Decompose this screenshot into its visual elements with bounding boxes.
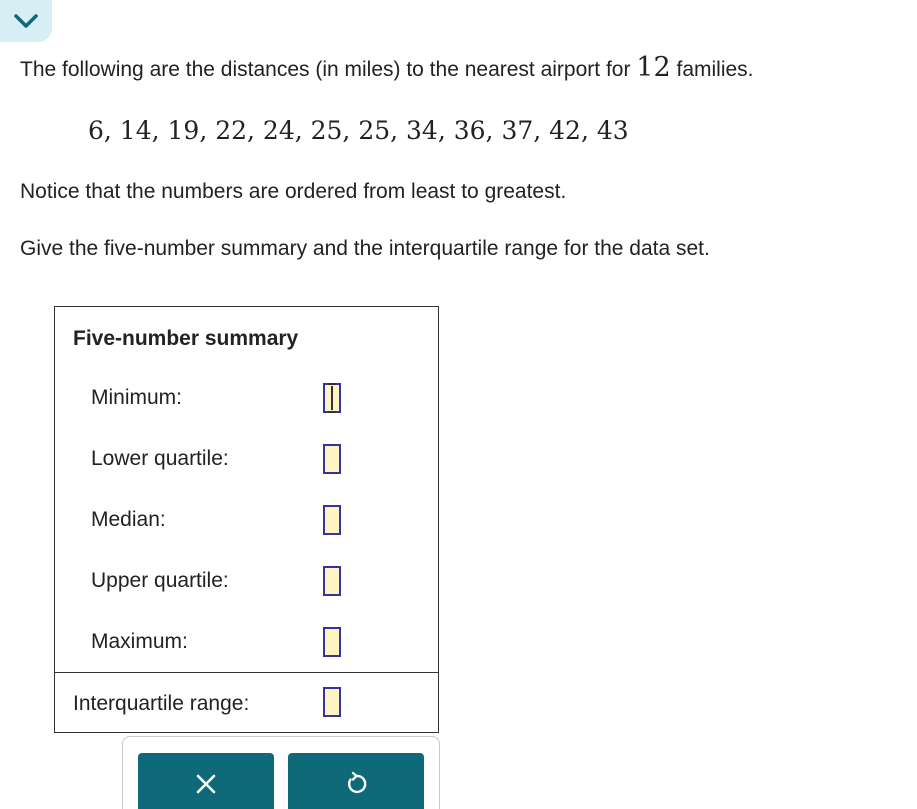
text-cursor: [331, 386, 333, 410]
problem-intro-after: families.: [670, 58, 754, 81]
answer-button-tray: [122, 736, 440, 809]
clear-button[interactable]: [138, 753, 274, 809]
lower-quartile-input[interactable]: [323, 444, 341, 474]
iqr-divider: [55, 672, 438, 673]
iqr-label: Interquartile range:: [73, 692, 250, 715]
close-icon: [195, 773, 217, 795]
chevron-down-icon: [13, 13, 39, 29]
iqr-input[interactable]: [323, 687, 341, 717]
upper-quartile-label: Upper quartile:: [91, 569, 229, 592]
maximum-input[interactable]: [323, 627, 341, 657]
minimum-input[interactable]: [323, 383, 341, 413]
median-input[interactable]: [323, 505, 341, 535]
summary-title: Five-number summary: [73, 327, 299, 350]
five-number-summary-panel: [54, 306, 439, 733]
instruction-text: Give the five-number summary and the interquartile range for the data set.: [20, 237, 710, 260]
problem-intro: [20, 52, 754, 86]
upper-quartile-input[interactable]: [323, 566, 341, 596]
maximum-label: Maximum:: [91, 630, 188, 653]
minimum-label: Minimum:: [91, 386, 183, 409]
family-count: 12: [636, 52, 671, 83]
undo-icon: [343, 771, 369, 797]
data-values: 6, 14, 19, 22, 24, 25, 25, 34, 36, 37, 42, 43: [88, 116, 629, 145]
problem-intro-before: The following are the distances (in miles) to the nearest airport for: [20, 58, 637, 81]
median-label: Median:: [91, 508, 166, 531]
collapse-toggle-button[interactable]: [0, 0, 52, 42]
undo-button[interactable]: [288, 753, 424, 809]
lower-quartile-label: Lower quartile:: [91, 447, 229, 470]
notice-text: Notice that the numbers are ordered from least to greatest.: [20, 180, 567, 203]
